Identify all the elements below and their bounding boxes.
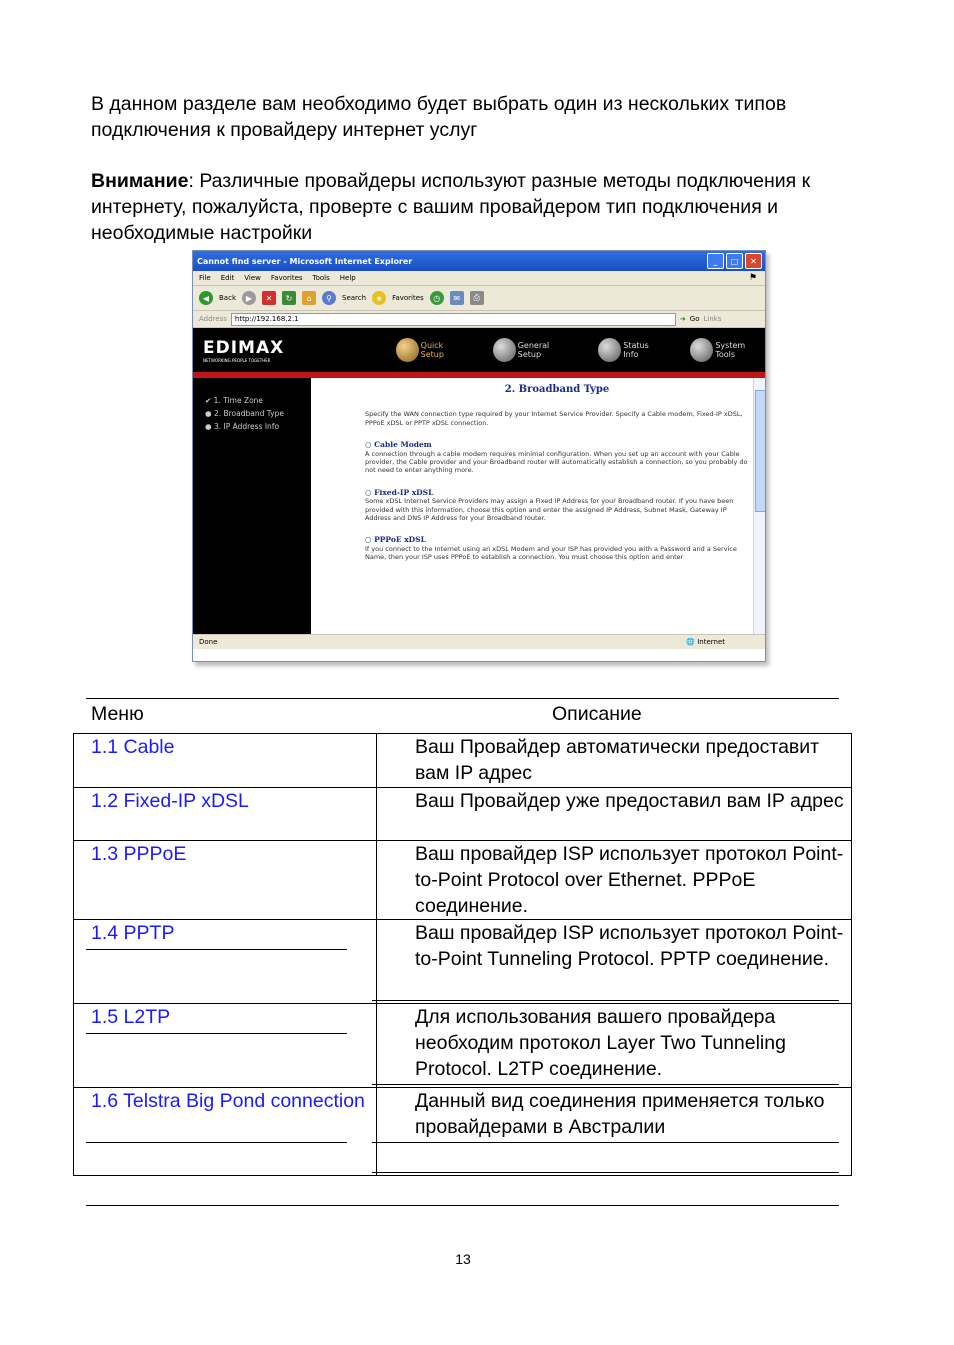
menu-help: Help	[339, 274, 356, 282]
stop-icon: ✕	[262, 291, 276, 305]
table-row	[74, 920, 852, 1004]
globe-icon	[396, 338, 419, 362]
browser-screenshot	[192, 250, 766, 662]
menu-cell: 1.3 PPPoE	[74, 841, 377, 920]
option-cable-text: A connection through a cable modem requires minimal configuration. When you set up an account with your Cable provider, the Cable provider and your Broadband router will automatically establish a connection, so you probably do not need to enter anything more.	[365, 449, 748, 475]
back-label: Back	[219, 294, 236, 302]
history-icon: ◷	[430, 291, 444, 305]
menu-cell: 1.1 Cable	[74, 734, 377, 788]
globe-icon	[493, 338, 516, 362]
cell-rule	[372, 1084, 839, 1085]
go-icon: ➔	[679, 315, 686, 323]
go-label: Go	[689, 315, 700, 323]
warning-text: : Различные провайдеры используют разные методы подключения к интернету, пожалуйста, проверте с вашим провайдером тип подключения и необходимые настройки	[91, 170, 811, 244]
links-label: Links	[703, 315, 722, 323]
table-row	[74, 788, 852, 841]
sidebar-item-broadband-type: ● 2. Broadband Type	[205, 409, 284, 418]
tab-general-setup: General Setup	[493, 338, 573, 362]
edimax-logo: EDIMAX NETWORKING PEOPLE TOGETHER	[203, 337, 285, 363]
option-fixed-title: ○ Fixed-IP xDSL	[365, 487, 434, 497]
sidebar-item-time-zone: ✔ 1. Time Zone	[205, 396, 264, 405]
menu-bar	[193, 271, 765, 286]
address-field: http://192.168.2.1	[231, 313, 676, 326]
favorites-label: Favorites	[392, 294, 424, 302]
page-number: 13	[455, 1251, 471, 1267]
option-cable-title: ○ Cable Modem	[365, 440, 432, 450]
status-text: Done	[199, 638, 218, 646]
menu-edit: Edit	[220, 274, 235, 282]
globe-icon	[690, 338, 713, 362]
menu-cell: 1.5 L2TP	[74, 1004, 377, 1088]
cell-rule	[372, 1142, 839, 1143]
setup-sidebar	[193, 378, 311, 634]
window-title: Cannot find server - Microsoft Internet Explorer	[197, 256, 413, 266]
warning-paragraph	[91, 168, 851, 246]
option-fixed-text: Some xDSL Internet Service Providers may assign a Fixed IP Address for your Broadband router. If you have been provided with this information, choose this option and enter the assigned IP Address, Subnet Mask, Gateway IP Address and DNS IP Address for your Broadband router.	[365, 497, 734, 523]
header-menu: Меню	[91, 703, 144, 725]
toolbar	[193, 286, 765, 311]
description-cell: Ваш Провайдер уже предоставил вам IP адрес	[377, 788, 852, 841]
table-row	[74, 1004, 852, 1088]
menu-cell: 1.2 Fixed-IP xDSL	[74, 788, 377, 841]
windows-flag-icon: ⚑	[748, 273, 757, 283]
option-pppoe-text: If you connect to the Internet using an xDSL Modem and your ISP has provided you with a Password and a Service Name, then your ISP uses PPPoE to establish a connection. You must choose this option and enter	[365, 544, 737, 562]
table-row	[74, 1088, 852, 1176]
sidebar-item-ip-address: ● 3. IP Address Info	[205, 422, 280, 431]
cell-rule	[86, 1142, 347, 1143]
connection-types-table	[73, 733, 852, 1176]
close-icon: ✕	[745, 253, 762, 269]
cell-rule	[372, 1000, 839, 1001]
home-icon: ⌂	[302, 291, 316, 305]
forward-icon: ▶	[242, 291, 256, 305]
cell-rule	[86, 949, 347, 950]
mail-icon: ✉	[450, 291, 464, 305]
maximize-icon: □	[726, 253, 743, 269]
menu-view: View	[244, 274, 261, 282]
warning-label: Внимание	[91, 170, 189, 192]
search-label: Search	[342, 294, 367, 302]
address-label: Address	[199, 315, 227, 323]
description-cell: Ваш провайдер ISP использует протокол Point-to-Point Tunneling Protocol. PPTP соединение.	[377, 920, 852, 1004]
tab-system-tools: System Tools	[690, 338, 765, 362]
minimize-icon: _	[707, 253, 724, 269]
window-titlebar	[193, 251, 765, 271]
table-row	[74, 734, 852, 788]
description-cell: Ваш Провайдер автоматически предоставит вам IP адрес	[377, 734, 852, 788]
option-pppoe-title: ○ PPPoE xDSL	[365, 535, 426, 545]
intro-paragraph: В данном разделе вам необходимо будет выбрать один из нескольких типов подключения к провайдеру интернет услуг	[91, 93, 787, 141]
menu-tools: Tools	[312, 274, 330, 282]
back-icon: ◀	[199, 291, 213, 305]
panel-heading: 2. Broadband Type	[504, 384, 610, 395]
scrollbar	[753, 378, 765, 634]
table-row	[74, 841, 852, 920]
broadband-panel	[311, 378, 765, 634]
table-top-rule	[86, 698, 839, 699]
header-description: Описание	[552, 703, 642, 725]
address-bar	[193, 311, 765, 328]
favorites-icon: ★	[372, 291, 386, 305]
tab-status-info: Status Info	[598, 338, 664, 362]
description-cell: Данный вид соединения применяется только провайдерами в Австралии	[377, 1088, 852, 1176]
menu-cell: 1.6 Telstra Big Pond connection	[74, 1088, 377, 1176]
router-header	[193, 328, 765, 372]
menu-cell: 1.4 PPTP	[74, 920, 377, 1004]
tab-quick-setup: Quick Setup	[396, 338, 467, 362]
cell-rule	[86, 1033, 347, 1034]
status-zone: 🌐 Internet	[686, 638, 725, 646]
search-icon: ⚲	[322, 291, 336, 305]
description-cell: Для использования вашего провайдера необходим протокол Layer Two Tunneling Protocol. L2TP соединение.	[377, 1004, 852, 1088]
description-cell: Ваш провайдер ISP использует протокол Point-to-Point Protocol over Ethernet. PPPoE соединение.	[377, 841, 852, 920]
panel-intro: Specify the WAN connection type required by your Internet Service Provider. Specify a Cable modem, Fixed-IP xDSL, PPPoE xDSL or PPTP xDSL connection.	[365, 410, 743, 427]
menu-file: File	[199, 274, 211, 282]
menu-favorites: Favorites	[270, 274, 303, 282]
status-bar	[193, 634, 765, 649]
print-icon: ⎙	[470, 291, 484, 305]
refresh-icon: ↻	[282, 291, 296, 305]
table-bottom-rule	[86, 1205, 839, 1206]
cell-rule	[372, 1172, 839, 1173]
globe-icon	[598, 338, 621, 362]
